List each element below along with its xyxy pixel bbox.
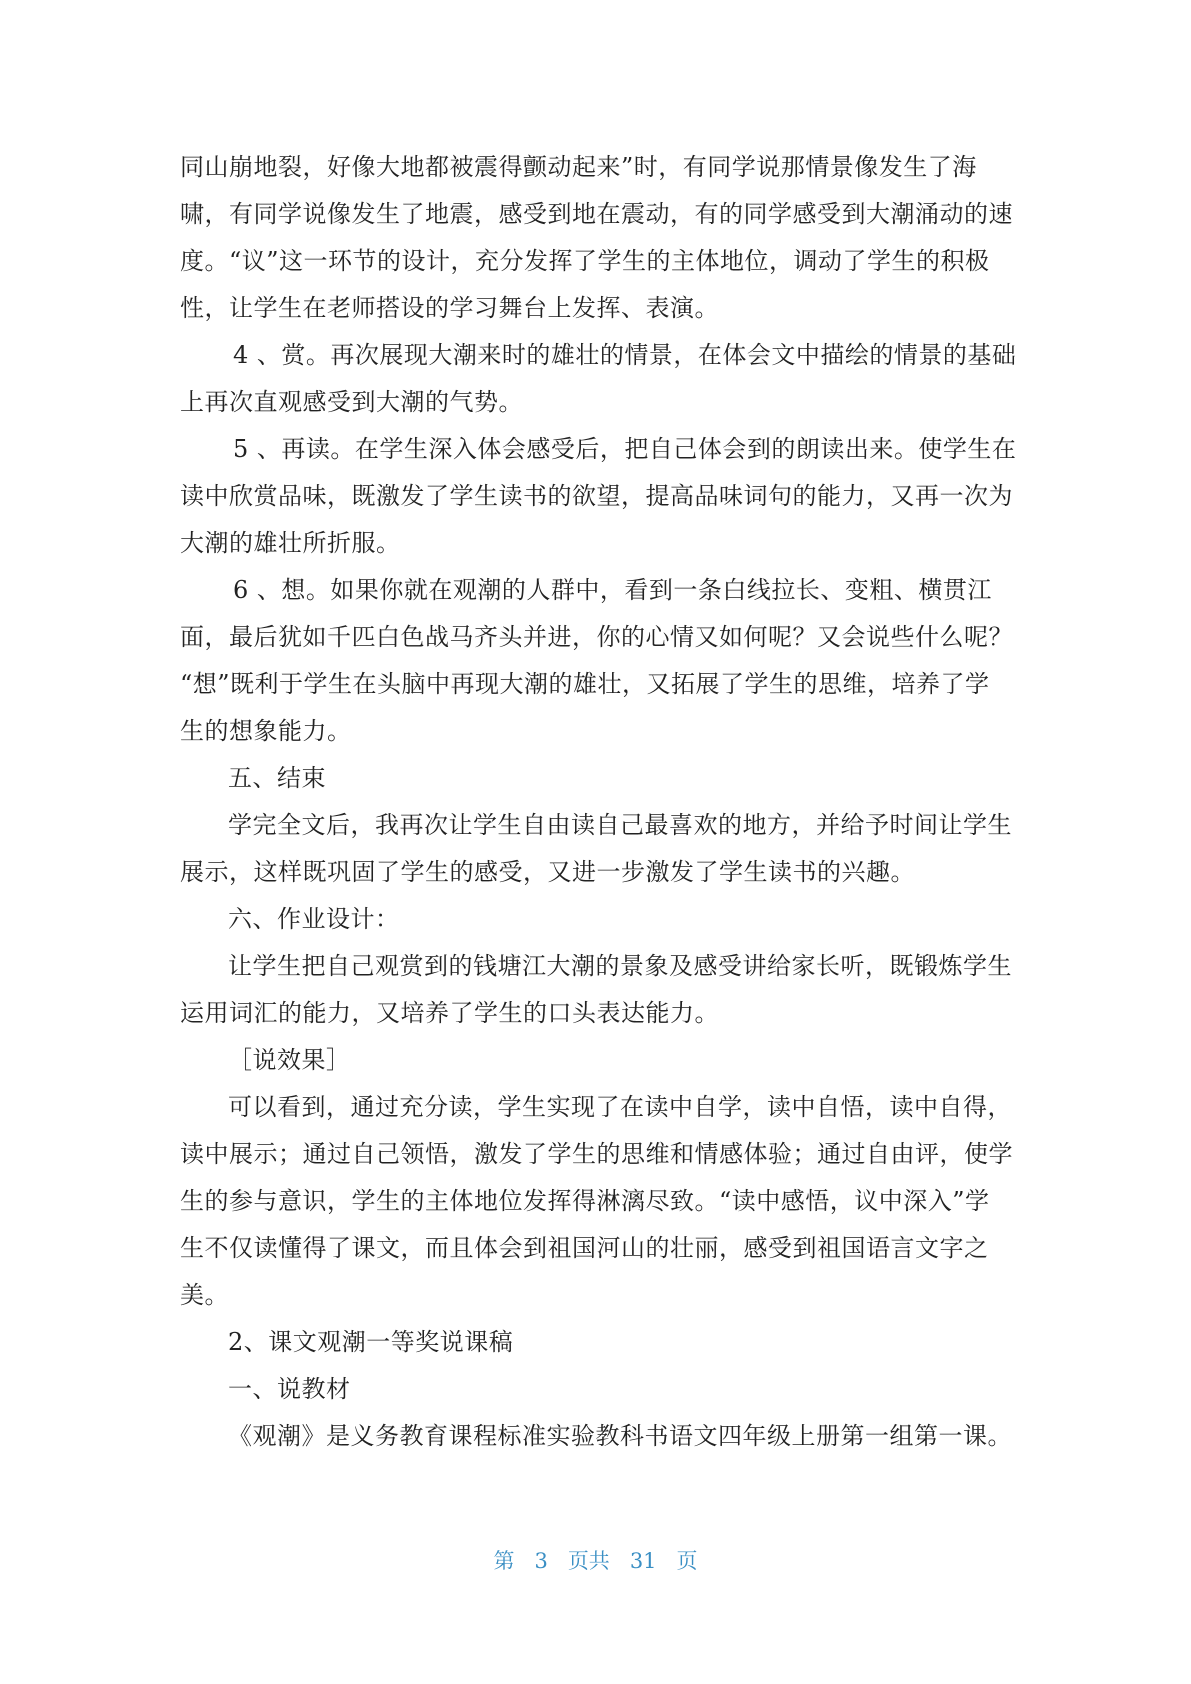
section-heading: 2、课文观潮一等奖说课稿 — [228, 1328, 514, 1356]
paragraph-line: 4 、赏。再次展现大潮来时的雄壮的情景，在体会文中描绘的情景的基础 — [233, 341, 1017, 369]
paragraph-line: 学完全文后，我再次让学生自由读自己最喜欢的地方，并给予时间让学生 — [228, 811, 1012, 839]
footer-prefix: 第 — [493, 1549, 515, 1573]
footer-total-pages: 31 — [629, 1549, 657, 1573]
section-heading: 六、作业设计： — [228, 905, 400, 933]
paragraph-line: 可以看到，通过充分读，学生实现了在读中自学，读中自悟，读中自得， — [228, 1093, 1012, 1121]
paragraph-line: 《观潮》是义务教育课程标准实验教科书语文四年级上册第一组第一课。 — [228, 1422, 1012, 1450]
section-heading: ［说效果］ — [228, 1046, 351, 1074]
paragraph-line: 展示，这样既巩固了学生的感受，又进一步激发了学生读书的兴趣。 — [180, 858, 915, 886]
footer-suffix: 页 — [676, 1549, 698, 1573]
paragraph-line: “想”既利于学生在头脑中再现大潮的雄壮，又拓展了学生的思维，培养了学 — [180, 670, 990, 698]
paragraph-line: 大潮的雄壮所折服。 — [180, 529, 401, 557]
paragraph-line: 生的参与意识，学生的主体地位发挥得淋漓尽致。“读中感悟，议中深入”学 — [180, 1187, 990, 1215]
document-body — [180, 144, 1017, 1460]
paragraph-line: 运用词汇的能力，又培养了学生的口头表达能力。 — [180, 999, 719, 1027]
paragraph-line: 读中欣赏品味，既激发了学生读书的欲望，提高品味词句的能力，又再一次为 — [180, 482, 1013, 510]
footer-middle: 页共 — [567, 1549, 610, 1573]
paragraph-line: 上再次直观感受到大潮的气势。 — [180, 388, 523, 416]
paragraph-line: 性，让学生在老师搭设的学习舞台上发挥、表演。 — [180, 294, 719, 322]
paragraph-line: 度。“议”这一环节的设计，充分发挥了学生的主体地位，调动了学生的积极 — [180, 247, 990, 275]
paragraph-line: 5 、再读。在学生深入体会感受后，把自己体会到的朗读出来。使学生在 — [233, 435, 1017, 463]
paragraph-line: 6 、想。如果你就在观潮的人群中，看到一条白线拉长、变粗、横贯江 — [233, 576, 992, 604]
paragraph-line: 啸，有同学说像发生了地震，感受到地在震动，有的同学感受到大潮涌动的速 — [180, 200, 1013, 228]
section-heading: 五、结束 — [228, 764, 326, 792]
paragraph-line: 让学生把自己观赏到的钱塘江大潮的景象及感受讲给家长听，既锻炼学生 — [228, 952, 1012, 980]
paragraph-line: 生不仅读懂得了课文，而且体会到祖国河山的壮丽，感受到祖国语言文字之 — [180, 1234, 989, 1262]
page-footer — [0, 1545, 1191, 1575]
paragraph-line: 读中展示；通过自己领悟，激发了学生的思维和情感体验；通过自由评，使学 — [180, 1140, 1013, 1168]
paragraph-line: 美。 — [180, 1281, 229, 1309]
section-heading: 一、说教材 — [228, 1375, 351, 1403]
footer-page-number: 3 — [534, 1549, 548, 1573]
paragraph-line: 生的想象能力。 — [180, 717, 352, 745]
paragraph-line: 面，最后犹如千匹白色战马齐头并进，你的心情又如何呢？又会说些什么呢？ — [180, 623, 1013, 651]
paragraph-line: 同山崩地裂，好像大地都被震得颤动起来”时，有同学说那情景像发生了海 — [180, 153, 977, 181]
